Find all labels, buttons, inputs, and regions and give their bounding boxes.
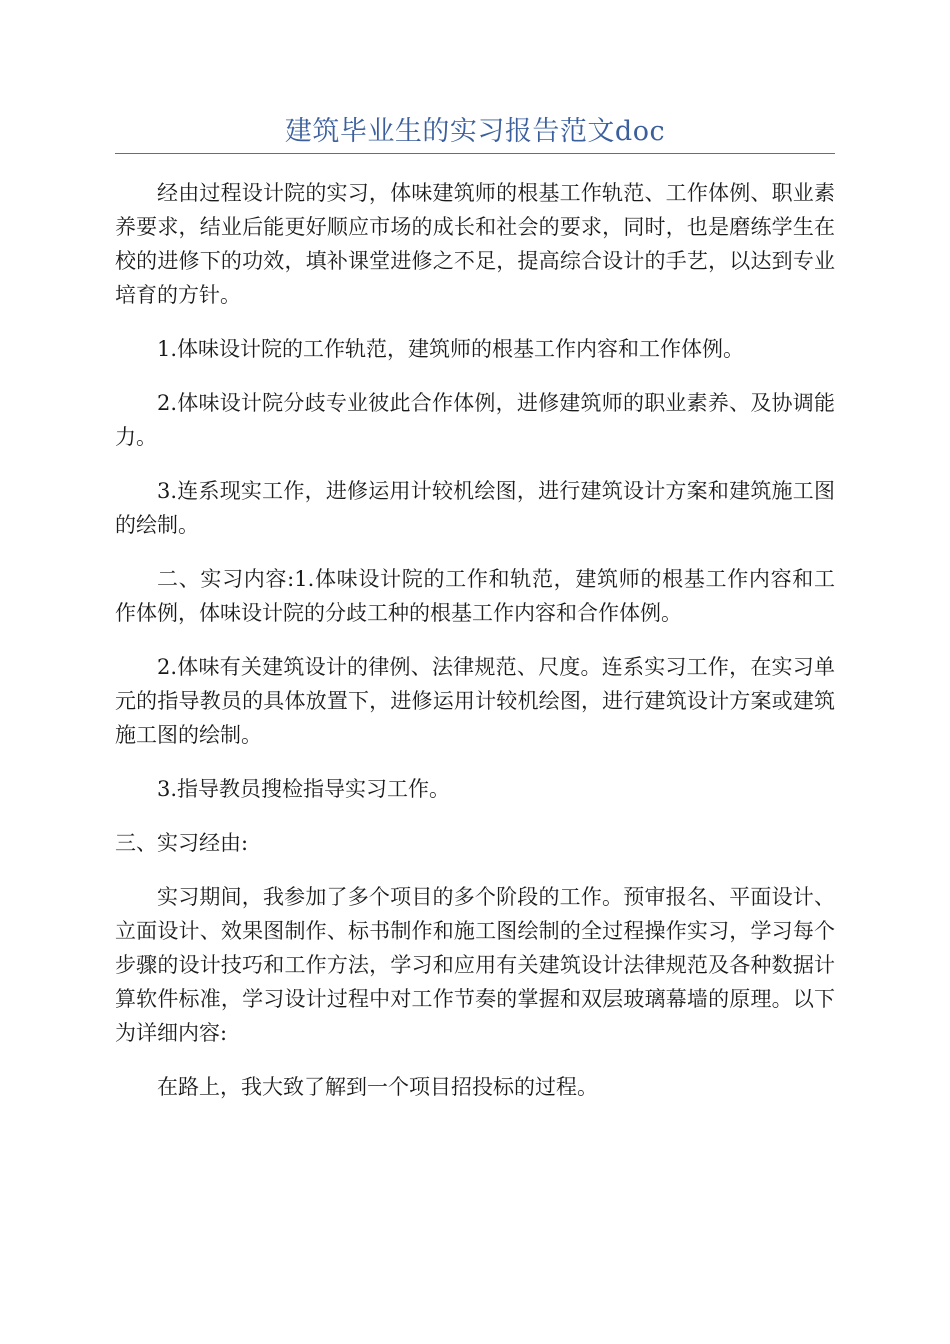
paragraph-intro: 经由过程设计院的实习，体味建筑师的根基工作轨范、工作体例、职业素养要求，结业后能更好顺应市场的成长和社会的要求，同时，也是磨练学生在校的进修下的功效，填补课堂进修之不足，提高综合设计的手艺，以达到专业培育的方针。 <box>115 181 835 307</box>
section-3-heading: 三、实习经由: <box>115 831 249 855</box>
document-body <box>115 176 835 1124</box>
document-title: 建筑毕业生的实习报告范文doc <box>284 116 666 147</box>
paragraph-item-1: 1.体味设计院的工作轨范，建筑师的根基工作内容和工作体例。 <box>157 337 745 361</box>
paragraph-on-the-road: 在路上，我大致了解到一个项目招投标的过程。 <box>157 1075 598 1099</box>
paragraph-section-2-item-2: 2.体味有关建筑设计的律例、法律规范、尺度。连系实习工作，在实习单元的指导教员的具体放置下，进修运用计较机绘图，进行建筑设计方案或建筑施工图的绘制。 <box>115 655 835 747</box>
paragraph-internship-period: 实习期间，我参加了多个项目的多个阶段的工作。预审报名、平面设计、立面设计、效果图制作、标书制作和施工图绘制的全过程操作实习，学习每个步骤的设计技巧和工作方法，学习和应用有关建筑设计法律规范及各种数据计算软件标准，学习设计过程中对工作节奏的掌握和双层玻璃幕墙的原理。以下为详细内容: <box>115 885 835 1045</box>
paragraph-section-2-item-3: 3.指导教员搜检指导实习工作。 <box>157 777 451 801</box>
paragraph-item-3: 3.连系现实工作，进修运用计较机绘图，进行建筑设计方案和建筑施工图的绘制。 <box>115 479 835 537</box>
paragraph-item-2: 2.体味设计院分歧专业彼此合作体例，进修建筑师的职业素养、及协调能力。 <box>115 391 835 449</box>
paragraph-section-2-content: 二、实习内容:1.体味设计院的工作和轨范，建筑师的根基工作内容和工作体例，体味设计院的分歧工种的根基工作内容和合作体例。 <box>115 567 835 625</box>
title-underline-divider <box>115 153 835 154</box>
